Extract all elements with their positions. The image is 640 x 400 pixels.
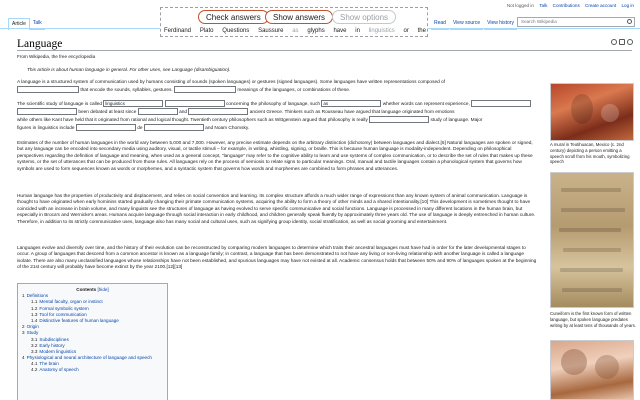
- lead-paragraph: [17, 80, 539, 95]
- toc-item[interactable]: [22, 367, 163, 373]
- word-option[interactable]: Saussure: [258, 28, 284, 34]
- philosophy-paragraph: [17, 100, 539, 133]
- tagline: From Wikipedia, the free encyclopedia: [17, 54, 96, 59]
- featured-icon[interactable]: [611, 39, 617, 45]
- cloze-blank[interactable]: [17, 86, 79, 93]
- lock-icon[interactable]: [619, 39, 625, 45]
- toc-item-number: 3.2: [31, 342, 38, 348]
- cloze-blank[interactable]: [174, 86, 236, 93]
- cloze-blank[interactable]: [76, 124, 136, 131]
- cloze-blank[interactable]: [165, 100, 225, 107]
- para-text: study of language. Major: [430, 118, 483, 124]
- toc-item-label: Subdisciplines: [39, 336, 69, 342]
- talk-link[interactable]: Talk: [539, 3, 548, 8]
- toc-item-label: The brain: [39, 361, 59, 367]
- paragraph-5: Languages evolve and diversify over time, and the history of their evolution can be reconstructed by comparing modern languages to determine which traits their ancestral languages must have had in order for the later developmental stages to occur. A group of languages that descend from a common ancestor is known as a language family; in contrast, a language that has been demonstrated to not have any living or non-living relationship with another language is called a language isolate. There are also many unclassified languages whose relationships have not been established, and spurious languages may have not existed at all. Academic consensus holds that between 50% and 90% of languages spoken at the beginning of the 21st century will probably have become extinct by the year 2100.[12][13]: [17, 246, 537, 271]
- toc-item-label: Formal symbolic system: [39, 305, 89, 311]
- cloze-blank-filled[interactable]: as: [321, 100, 381, 107]
- toc-item-number: 4.1: [31, 361, 38, 367]
- toc-hide-link[interactable]: [hide]: [97, 287, 109, 292]
- mural-caption: A mural in Teotihuacan, Mexico (c. 2nd century) depicting a person emitting a speech scroll from his mouth, symbolizing speech: [550, 142, 630, 165]
- toc-item-label: Modern linguistics: [39, 348, 77, 354]
- search-input[interactable]: [517, 17, 635, 27]
- para-text: whether words can represent experience,: [382, 101, 470, 107]
- word-option-used[interactable]: as: [292, 28, 299, 34]
- cloze-blank[interactable]: [369, 116, 429, 123]
- title-indicators: [611, 39, 633, 45]
- word-option-used[interactable]: linguistics: [368, 28, 395, 34]
- lead-text: A language is a structured system of communication used by humans consisting of sounds (spoken languages) or gestures (signed languages). Some languages have written representations composed of: [17, 80, 446, 85]
- toc-item-number: 4.2: [31, 367, 38, 373]
- toc-item-label: Anatomy of speech: [39, 367, 79, 373]
- para-text: been debated at least since: [78, 109, 137, 115]
- word-option[interactable]: have: [333, 28, 347, 34]
- page-title: Language: [17, 38, 63, 50]
- toc-item-label: Early history: [39, 342, 65, 348]
- para-text: figures in linguistics include: [17, 126, 75, 132]
- word-option[interactable]: or: [403, 28, 409, 34]
- cloze-blank[interactable]: [138, 108, 178, 115]
- cloze-blank[interactable]: [17, 108, 77, 115]
- toc-item-number: 1.4: [31, 317, 38, 323]
- para-text: while others like Kant have held that it originated from rational and logical thought. Twentieth century philosophers such as Wittgenstein argued that philosophy is really: [17, 118, 368, 124]
- toc-item-number: 2: [22, 324, 25, 330]
- personal-tools: [503, 3, 634, 9]
- word-bank: [164, 27, 426, 35]
- show-options-button[interactable]: Show options: [332, 10, 396, 24]
- children-image[interactable]: [550, 340, 634, 400]
- word-option[interactable]: in: [355, 28, 360, 34]
- paragraph-3: Estimates of the number of human languages in the world vary between 5,000 and 7,000. However, any precise estimate depends on the arbitrary distinction (dichotomy) between languages and dialect.[6] Natural languages are spoken or signed, but any language can be encoded into secondary media using auditory, visual, or tactile stimuli – for example, in writing, whistling, signing, or braille. This is because human language is modality-independent. Depending on philosophical perspectives regarding the definition of language and meaning, when used as a general concept, "language" may refer to the cognitive ability to learn and use systems of complex communication, or to describe the set of rules that makes up these systems, or the set of utterances that can be produced from those rules. All languages rely on the process of semiosis to relate signs to particular meanings. Oral, manual and tactile languages contain a phonological system that governs how symbols are used to form sequences known as words or morphemes, and a syntactic system that governs how words and morphemes are combined to form phrases and utterances.: [17, 141, 533, 172]
- cloze-blank[interactable]: [144, 124, 204, 131]
- toc-title: Contents: [76, 287, 97, 292]
- tab-view-source[interactable]: View source: [450, 18, 483, 30]
- table-of-contents: [17, 283, 168, 400]
- cloze-blank[interactable]: [471, 100, 531, 107]
- toc-item-label: Definitions: [26, 293, 49, 299]
- show-answers-button[interactable]: Show answers: [265, 10, 333, 24]
- hatnote: This article is about human language in general. For other uses, see Language (disambiguation).: [27, 68, 231, 73]
- tab-talk[interactable]: Talk: [30, 18, 45, 30]
- toc-item-label: Tool for communication: [39, 311, 87, 317]
- audio-icon[interactable]: [627, 39, 633, 45]
- tab-article[interactable]: Article: [8, 18, 30, 30]
- not-logged-in-text: Not logged in: [506, 3, 534, 8]
- tab-read[interactable]: Read: [431, 18, 449, 30]
- para-text: de: [137, 126, 143, 132]
- word-option[interactable]: Plato: [199, 28, 214, 34]
- word-option[interactable]: Questions: [222, 28, 250, 34]
- search-placeholder: Search Wikipedia: [521, 19, 557, 24]
- quiz-panel: [160, 7, 428, 37]
- toc-item-number: 4: [22, 355, 25, 361]
- cloze-blank-filled[interactable]: linguistics: [103, 100, 163, 107]
- para-text: and Noam Chomsky.: [205, 126, 250, 132]
- para-text: ancient Greece. Thinkers such as Rousseau have argued that language originated from emotions: [249, 109, 455, 115]
- word-option[interactable]: Ferdinand: [164, 28, 192, 34]
- toc-item-number: 1.3: [31, 311, 38, 317]
- toc-item-label: Distinctive features of human language: [39, 317, 119, 323]
- log-in-link[interactable]: Log in: [621, 3, 634, 8]
- cuneiform-caption: Cuneiform is the first known form of written language, but spoken language predates writing by at least tens of thousands of years.: [550, 311, 636, 328]
- para-text: concerning the philosophy of language, such: [226, 101, 321, 107]
- para-text: and: [179, 109, 188, 115]
- lead-text-3: meanings of the languages, or combinations of these.: [237, 88, 351, 94]
- toc-item-number: 1.1: [31, 299, 38, 305]
- toc-item-label: Physiological and neural architecture of language and speech: [26, 355, 152, 361]
- toc-list: [22, 293, 163, 373]
- toc-item-number: 3: [22, 330, 25, 336]
- toc-item-label: Origin: [26, 324, 39, 330]
- cloze-blank[interactable]: [188, 108, 248, 115]
- mural-image[interactable]: [550, 83, 634, 141]
- cuneiform-image[interactable]: [550, 172, 634, 308]
- toc-item-label: Mental faculty, organ or instinct: [39, 299, 103, 305]
- title-divider: [17, 50, 632, 51]
- toc-item-number: 1.2: [31, 305, 38, 311]
- tab-view-history[interactable]: View history: [484, 18, 517, 30]
- paragraph-4: Human language has the properties of productivity and displacement, and relies on social convention and learning. Its complex structure affords a much wider range of expressions than any known system of animal communication. Language is thought to have originated when early hominins started gradually changing their primate communication systems, acquiring the ability to form a theory of other minds and a shared intentionality.[10] This development is sometimes thought to have coincided with an increase in brain volume, and many linguists see the structures of language as having evolved to serve specific communicative and social functions. Language is processed in many different locations in the human brain, but especially in Broca's and Wernicke's areas. Humans acquire language through social interaction in early childhood, and children generally speak fluently by approximately three years old. The use of language is deeply entrenched in human culture. Therefore, in addition to its strictly communicative uses, language also has many social and cultural uses, such as signifying group identity, social stratification, as well as social grooming and entertainment.: [17, 194, 536, 225]
- create-account-link[interactable]: Create account: [585, 3, 617, 8]
- lead-text-2: that encode the sounds, syllables, gestures.: [80, 88, 173, 94]
- check-answers-button[interactable]: Check answers: [198, 10, 269, 24]
- word-option[interactable]: the: [417, 28, 426, 34]
- toc-item-number: 3.3: [31, 348, 38, 354]
- word-option[interactable]: glyphs: [307, 28, 325, 34]
- toc-item-label: Study: [26, 330, 39, 336]
- toc-item-number: 1: [22, 293, 25, 299]
- toc-item-number: 3.1: [31, 336, 38, 342]
- contributions-link[interactable]: Contributions: [552, 3, 580, 8]
- para-text: The scientific study of language is called: [17, 101, 103, 107]
- search-icon[interactable]: [627, 19, 632, 24]
